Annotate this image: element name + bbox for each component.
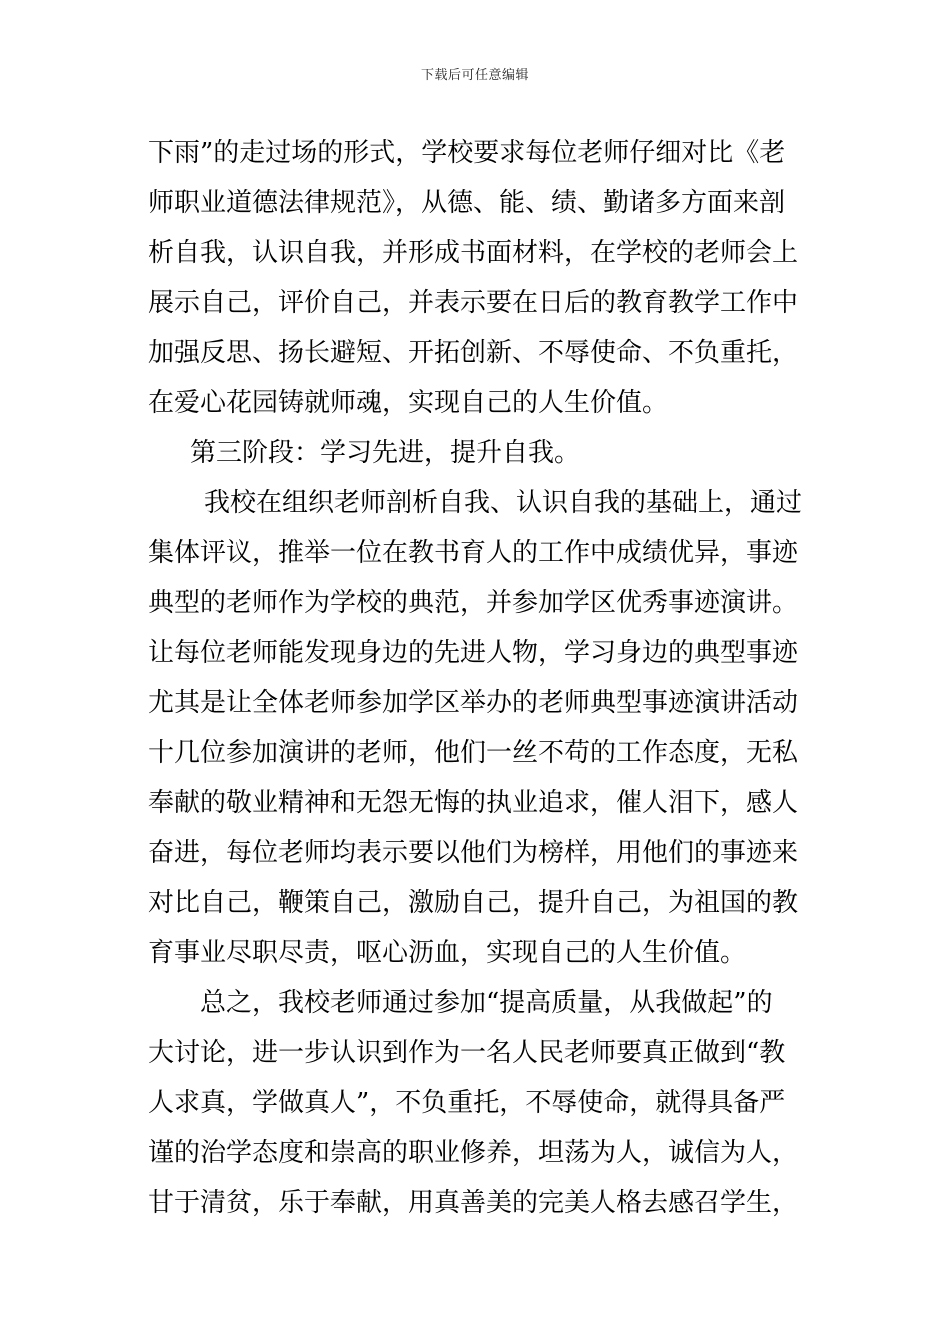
text-line: 奋进，每位老师均表示要以他们为榜样，用他们的事迹来 (148, 838, 799, 868)
text-line: 奉献的敬业精神和无怨无悔的执业追求，催人泪下，感人 (148, 788, 799, 818)
text-line: 典型的老师作为学校的典范，并参加学区优秀事迹演讲。 (148, 588, 799, 618)
text-line: 十几位参加演讲的老师，他们一丝不苟的工作态度，无私 (148, 738, 799, 768)
text-line: 析自我，认识自我，并形成书面材料，在学校的老师会上 (148, 238, 799, 268)
text-line: 对比自己，鞭策自己，激励自己，提升自己，为祖国的教 (148, 888, 799, 918)
text-line: 育事业尽职尽责，呕心沥血，实现自己的人生价值。 (148, 938, 747, 968)
text-line: 大讨论，进一步认识到作为一名人民老师要真正做到“教 (148, 1038, 786, 1068)
text-line: 谨的治学态度和崇高的职业修养，坦荡为人，诚信为人， (148, 1138, 799, 1168)
text-line: 下雨”的走过场的形式，学校要求每位老师仔细对比《老 (148, 138, 786, 168)
text-line: 师职业道德法律规范》，从德、能、绩、勤诸多方面来剖 (148, 188, 786, 218)
text-line: 展示自己，评价自己，并表示要在日后的教育教学工作中 (148, 288, 799, 318)
text-line: 我校在组织老师剖析自我、认识自我的基础上，通过 (204, 488, 803, 518)
text-line: 集体评议，推举一位在教书育人的工作中成绩优异，事迹 (148, 538, 799, 568)
text-line: 让每位老师能发现身边的先进人物，学习身边的典型事迹 (148, 638, 799, 668)
document-body (148, 128, 808, 1228)
text-line: 尤其是让全体老师参加学区举办的老师典型事迹演讲活动 (148, 688, 799, 718)
text-line: 人求真，学做真人”，不负重托，不辱使命，就得具备严 (148, 1088, 786, 1118)
section-heading: 第三阶段：学习先进，提升自我。 (190, 438, 581, 468)
text-line: 加强反思、扬长避短、开拓创新、不辱使命、不负重托， (148, 338, 799, 368)
text-line: 总之，我校老师通过参加“提高质量，从我做起”的 (200, 988, 773, 1018)
text-line: 甘于清贫，乐于奉献，用真善美的完美人格去感召学生， (148, 1188, 799, 1218)
text-line: 在爱心花园铸就师魂，实现自己的人生价值。 (148, 388, 669, 418)
page-header-note: 下载后可任意编辑 (420, 68, 529, 83)
